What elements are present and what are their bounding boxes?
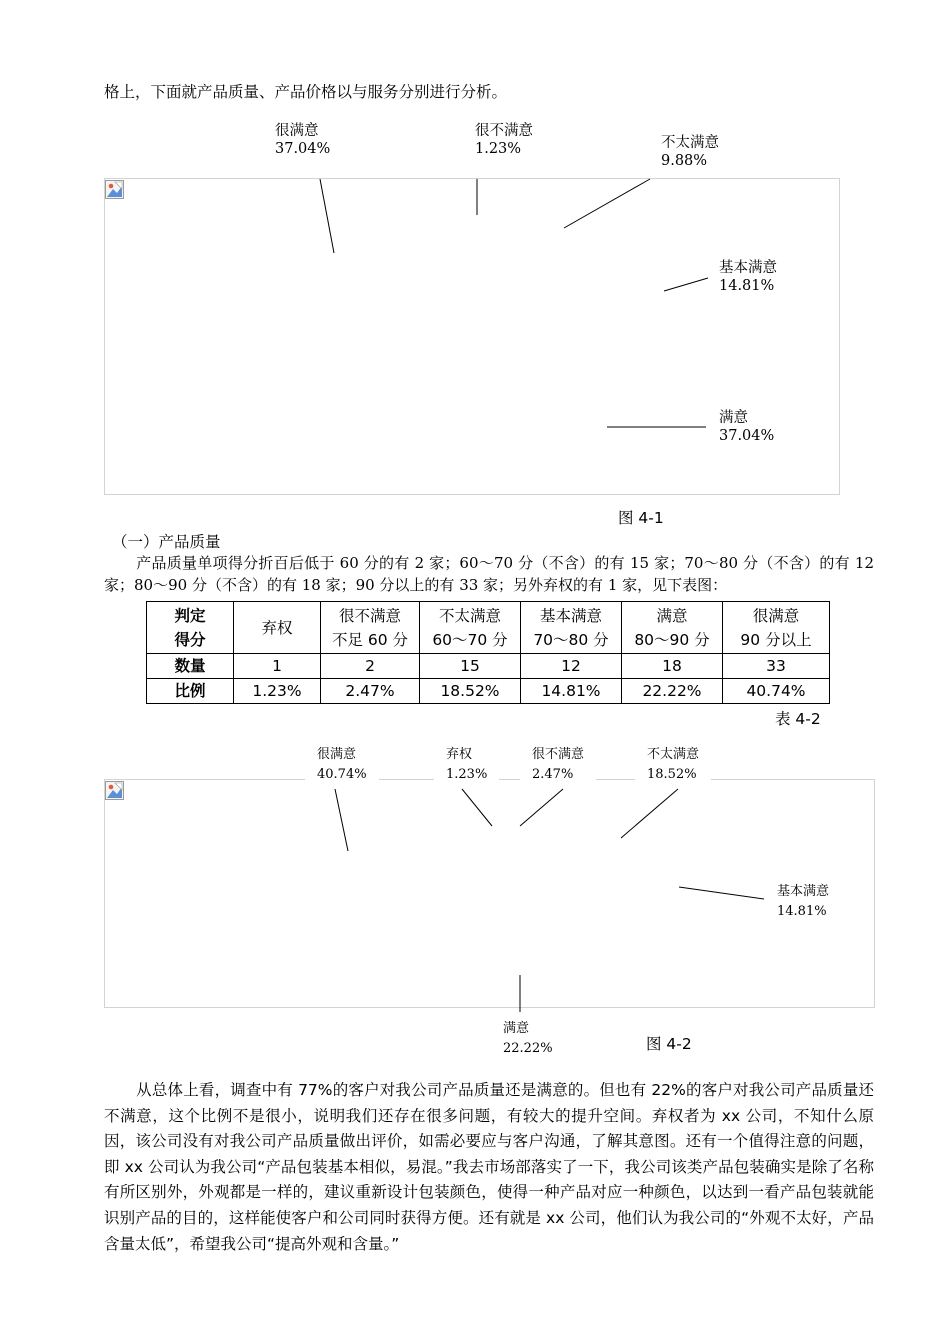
figure-2-label-abstain: 弃权 1.23% bbox=[434, 745, 499, 785]
figure-2-label-somewhat-dissatisfied: 不太满意 18.52% bbox=[635, 745, 711, 785]
figure-2-label-basically-satisfied: 基本满意 14.81% bbox=[777, 884, 830, 919]
figure-1-label-very-dissatisfied: 很不满意 1.23% bbox=[463, 122, 545, 158]
table-header-cell: 弃权 bbox=[234, 602, 321, 654]
table-cell: 15 bbox=[420, 654, 521, 679]
table-header-cell: 满意 80～90 分 bbox=[622, 602, 723, 654]
table-cell: 2.47% bbox=[321, 679, 420, 704]
table-cell: 22.22% bbox=[622, 679, 723, 704]
figure-1-label-basically-satisfied: 基本满意 14.81% bbox=[719, 260, 777, 294]
table-header-cell: 不太满意 60～70 分 bbox=[420, 602, 521, 654]
table-caption: 表 4-2 bbox=[775, 710, 821, 728]
figure-1-caption: 图 4-1 bbox=[618, 509, 664, 527]
table-cell: 1.23% bbox=[234, 679, 321, 704]
table-row-label: 比例 bbox=[147, 679, 234, 704]
table-header-cell: 基本满意 70～80 分 bbox=[521, 602, 622, 654]
figure-2-caption: 图 4-2 bbox=[646, 1035, 692, 1053]
figure-1-label-satisfied: 满意 37.04% bbox=[719, 410, 775, 444]
conclusion-paragraph: 从总体上看，调查中有 77%的客户对我公司产品质量还是满意的。但也有 22%的客户对我公司产品质量还不满意，这个比例不是很小，说明我们还存在很多问题，有较大的提升空间。弃权者为 xx 公司，不知什么原因，该公司没有对我公司产品质量做出评价，如需必要应与客户沟通，了解其意图。还有一个值得注意的问题，即 xx 公司认为我公司“产品包装基本相似，易混。”我去市场部落实了一下，我公司该类产品包装确实是除了名称有所区别外，外观都是一样的，建议重新设计包装颜色，使得一种产品对应一种颜色，以达到一看产品包装就能识别产品的目的，这样能使客户和公司同时获得方便。还有就是 xx 公司，他们认为我公司的“外观不太好，产品含量太低”，希望我公司“提高外观和含量。” bbox=[104, 1081, 874, 1253]
table-header-label: 判定 得分 bbox=[147, 602, 234, 654]
table-row-label: 数量 bbox=[147, 654, 234, 679]
figure-2-label-very-dissatisfied: 很不满意 2.47% bbox=[520, 745, 596, 785]
figure-1-label-very-satisfied: 很满意 37.04% bbox=[263, 122, 342, 158]
table-cell: 18 bbox=[622, 654, 723, 679]
section-paragraph: 产品质量单项得分折百后低于 60 分的有 2 家；60～70 分（不含）的有 15 家；70～80 分（不含）的有 12 家；80～90 分（不含）的有 18 家；90 分以上的有 33 家；另外弃权的有 1 家，见下表图： bbox=[104, 554, 874, 594]
figure-2-label-satisfied: 满意 22.22% bbox=[503, 1021, 553, 1056]
table-header-cell: 很不满意 不足 60 分 bbox=[321, 602, 420, 654]
table-cell: 2 bbox=[321, 654, 420, 679]
table-cell: 40.74% bbox=[723, 679, 830, 704]
table-cell: 18.52% bbox=[420, 679, 521, 704]
figure-2-label-very-satisfied: 很满意 40.74% bbox=[305, 745, 379, 785]
intro-text: 格上，下面就产品质量、产品价格以与服务分别进行分析。 bbox=[104, 83, 508, 101]
table-cell: 33 bbox=[723, 654, 830, 679]
table-header-cell: 很满意 90 分以上 bbox=[723, 602, 830, 654]
table-cell: 14.81% bbox=[521, 679, 622, 704]
section-heading: （一）产品质量 bbox=[112, 533, 221, 551]
table-cell: 12 bbox=[521, 654, 622, 679]
figure-1-label-somewhat-dissatisfied: 不太满意 9.88% bbox=[649, 134, 731, 170]
table-cell: 1 bbox=[234, 654, 321, 679]
